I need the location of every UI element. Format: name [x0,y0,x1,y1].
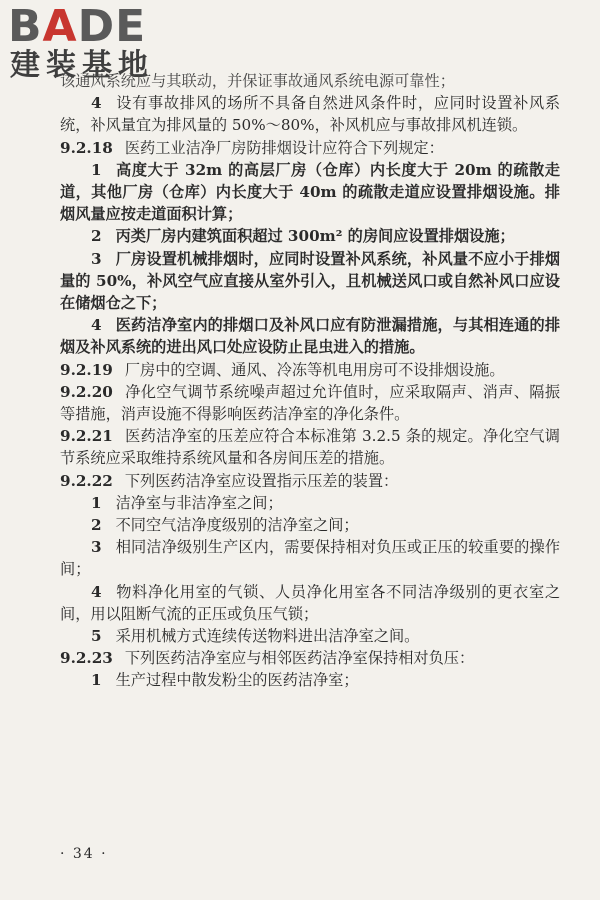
logo-subtitle: 建装基地 [10,48,154,83]
clause-9-2-22-item-5: 5 采用机械方式连续传送物料进出洁净室之间。 [91,627,420,646]
clause-9-2-22-item-3: 3 相同洁净级别生产区内，需要保持相对负压或正压的较重要的操作间； [60,538,560,579]
document-body [60,70,560,692]
clause-9-2-22-item-2: 2 不同空气洁净度级别的洁净室之间； [91,516,359,535]
clause-9-2-18-item-1: 1 高度大于 32m 的高层厂房（仓库）内长度大于 20m 的疏散走道，其他厂房（仓库）内长度大于 40m 的疏散走道应设置排烟设施。排烟风量应按走道面积计算； [60,160,560,224]
clause-9-2-22-item-1: 1 洁净室与非洁净室之间； [91,493,283,512]
clause-9-2-18: 9.2.18 医药工业洁净厂房防排烟设计应符合下列规定： [60,138,444,157]
clause-9-2-22-item-4: 4 物料净化用室的气锁、人员净化用室各不同洁净级别的更衣室之间，用以阻断气流的正压或负压气锁； [60,582,560,623]
logo-wordmark: BADE [8,1,147,52]
clause-9-2-18-item-3: 3 厂房设置机械排烟时，应同时设置补风系统，补风量不应小于排烟量的 50%，补风空气应直接从室外引入，且机械送风口或自然补风口应设在储烟仓之下； [60,249,560,313]
clause-9-2-20: 9.2.20 净化空气调节系统噪声超过允许值时，应采取隔声、消声、隔振等措施，消声设施不得影响医药洁净室的净化条件。 [60,382,560,424]
continued-text: 该通风系统应与其联动，并保证事故通风系统电源可靠性； [60,72,455,90]
clause-9-2-18-item-4: 4 医药洁净室内的排烟口及补风口应有防泄漏措施，与其相连通的排烟及补风系统的进出风口处应设防止昆虫进入的措施。 [60,316,560,357]
clause-9-2-23: 9.2.23 下列医药洁净室应与相邻医药洁净室保持相对负压： [60,649,475,668]
clause-9-2-19: 9.2.19 厂房中的空调、通风、冷冻等机电用房可不设排烟设施。 [60,360,505,379]
clause-9-2-21: 9.2.21 医药洁净室的压差应符合本标准第 3.2.5 条的规定。净化空气调节系统应采取维持系统风量和各房间压差的措施。 [60,427,560,468]
clause-9-2-18-item-2: 2 丙类厂房内建筑面积超过 300m² 的房间应设置排烟设施； [91,227,515,246]
item-4: 4 设有事故排风的场所不具备自然进风条件时，应同时设置补风系统，补风量宜为排风量的 50%～80%，补风机应与事故排风机连锁。 [60,94,560,135]
clause-9-2-22: 9.2.22 下列医药洁净室应设置指示压差的装置： [60,471,399,490]
page-number: · 34 · [60,846,108,862]
clause-9-2-23-item-1: 1 生产过程中散发粉尘的医药洁净室； [91,671,359,690]
